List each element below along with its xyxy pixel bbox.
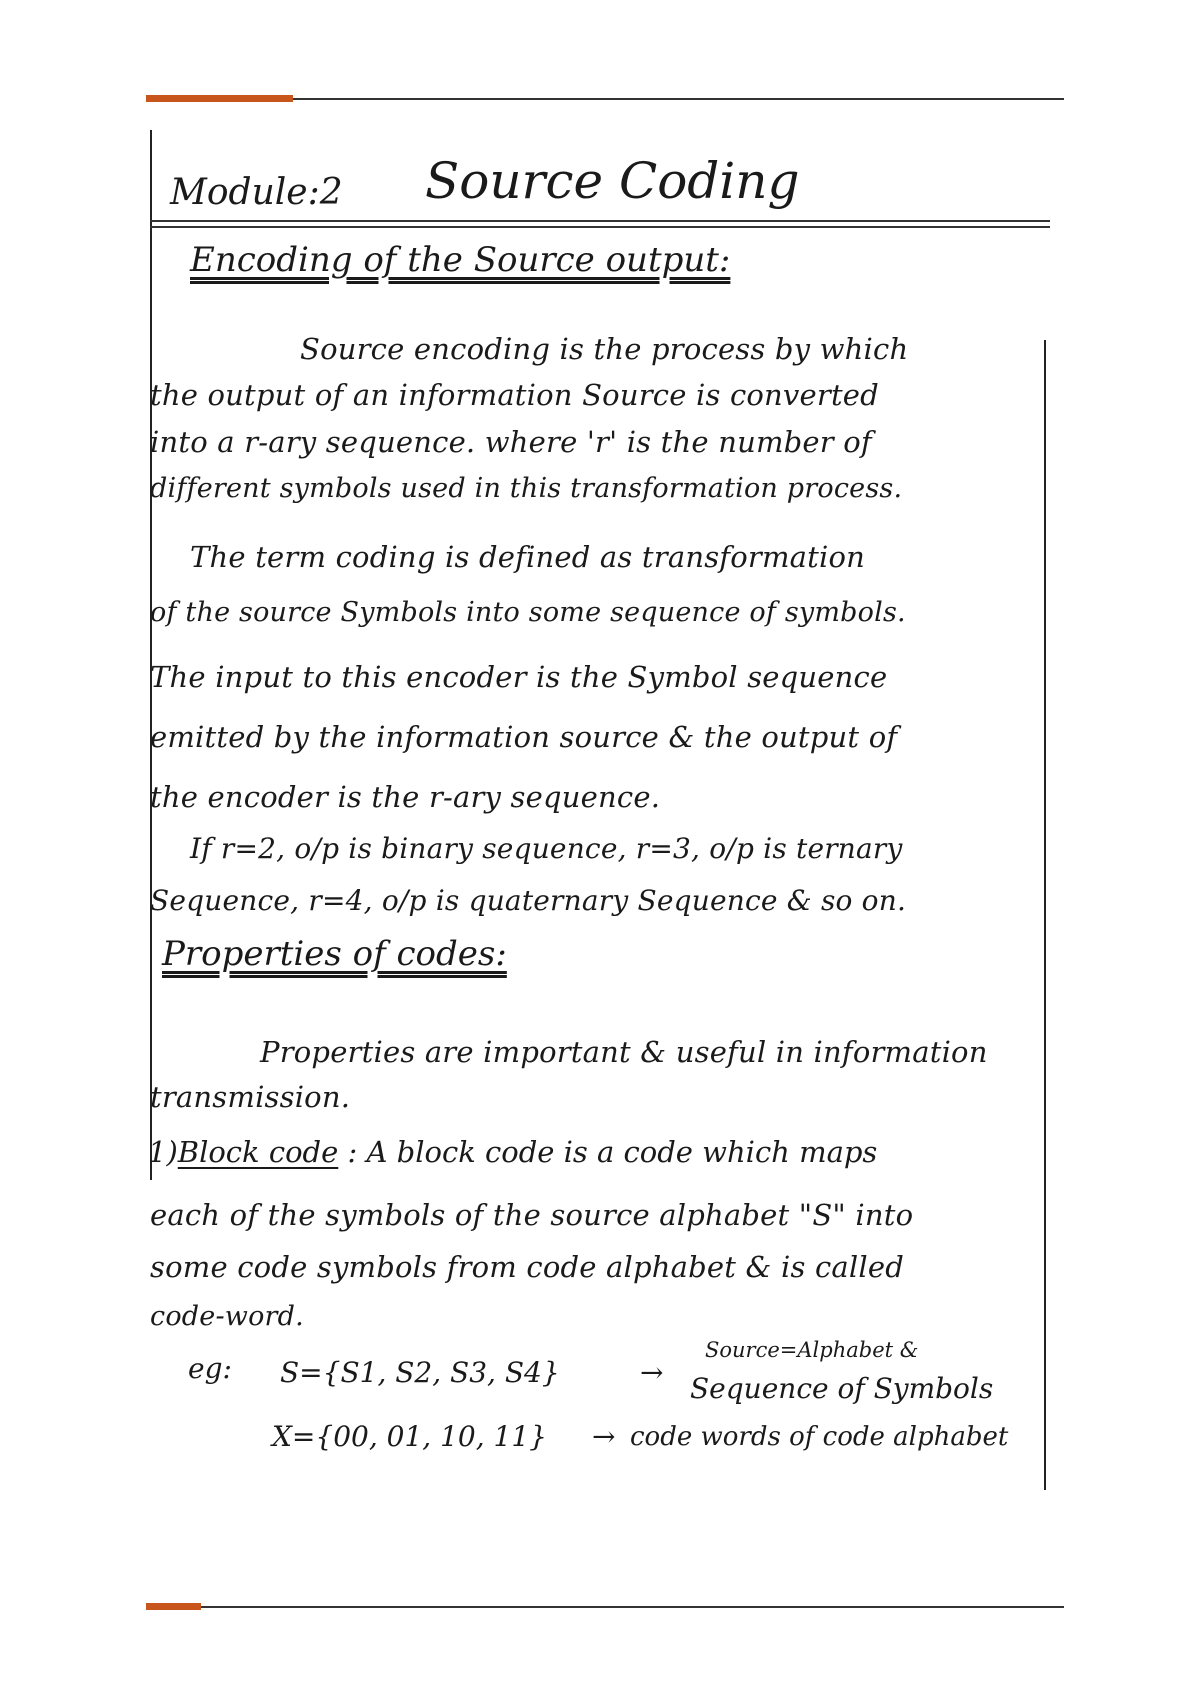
block-code-colon: : xyxy=(347,1135,358,1169)
page-title: Source Coding xyxy=(425,152,800,210)
paragraph-line: the encoder is the r-ary sequence. xyxy=(150,780,661,814)
block-code-number: 1) xyxy=(148,1135,178,1169)
paragraph-line: different symbols used in this transformation process. xyxy=(150,473,903,504)
example-code-set: X={00, 01, 10, 11} xyxy=(272,1420,547,1453)
section-heading-encoding: Encoding of the Source output: xyxy=(190,240,731,280)
paragraph-line: the output of an information Source is converted xyxy=(150,378,879,412)
paragraph-line: into a r-ary sequence. where 'r' is the number of xyxy=(150,425,872,459)
title-underline xyxy=(150,220,1050,228)
paragraph-line: of the source Symbols into some sequence of symbols. xyxy=(150,597,906,628)
paragraph-line: Source encoding is the process by which xyxy=(300,332,909,366)
paragraph-line: emitted by the information source & the output of xyxy=(150,720,898,754)
block-code-label: Block code xyxy=(177,1135,339,1169)
example-source-set: S={S1, S2, S3, S4} xyxy=(280,1356,560,1389)
example-label: eg: xyxy=(188,1352,232,1385)
block-code-row xyxy=(148,1135,877,1169)
paragraph-line: If r=2, o/p is binary sequence, r=3, o/p is ternary xyxy=(190,832,903,865)
arrow-icon: → xyxy=(640,1356,664,1389)
paragraph-line: Sequence, r=4, o/p is quaternary Sequence & so on. xyxy=(150,884,907,917)
module-label: Module:2 xyxy=(170,172,343,213)
paragraph-line: transmission. xyxy=(150,1080,351,1114)
paragraph-line: The term coding is defined as transformation xyxy=(190,540,865,574)
footer-accent-bar xyxy=(146,1603,201,1610)
example-codeword-note: code words of code alphabet xyxy=(630,1422,1009,1452)
paragraph-line: The input to this encoder is the Symbol sequence xyxy=(150,660,888,694)
section-heading-properties: Properties of codes: xyxy=(162,934,507,974)
paragraph-line: Properties are important & useful in information xyxy=(260,1035,988,1069)
example-sequence-note: Sequence of Symbols xyxy=(690,1372,994,1405)
paragraph-line: some code symbols from code alphabet & is called xyxy=(150,1250,904,1284)
page-frame-left xyxy=(150,130,152,1180)
arrow-icon: → xyxy=(592,1420,616,1453)
header-accent-bar xyxy=(146,95,293,102)
example-source-note: Source=Alphabet & xyxy=(705,1338,919,1362)
paragraph-line: code-word. xyxy=(150,1301,304,1332)
paragraph-line: each of the symbols of the source alphabet "S" into xyxy=(150,1198,914,1232)
block-code-text: A block code is a code which maps xyxy=(366,1135,878,1169)
